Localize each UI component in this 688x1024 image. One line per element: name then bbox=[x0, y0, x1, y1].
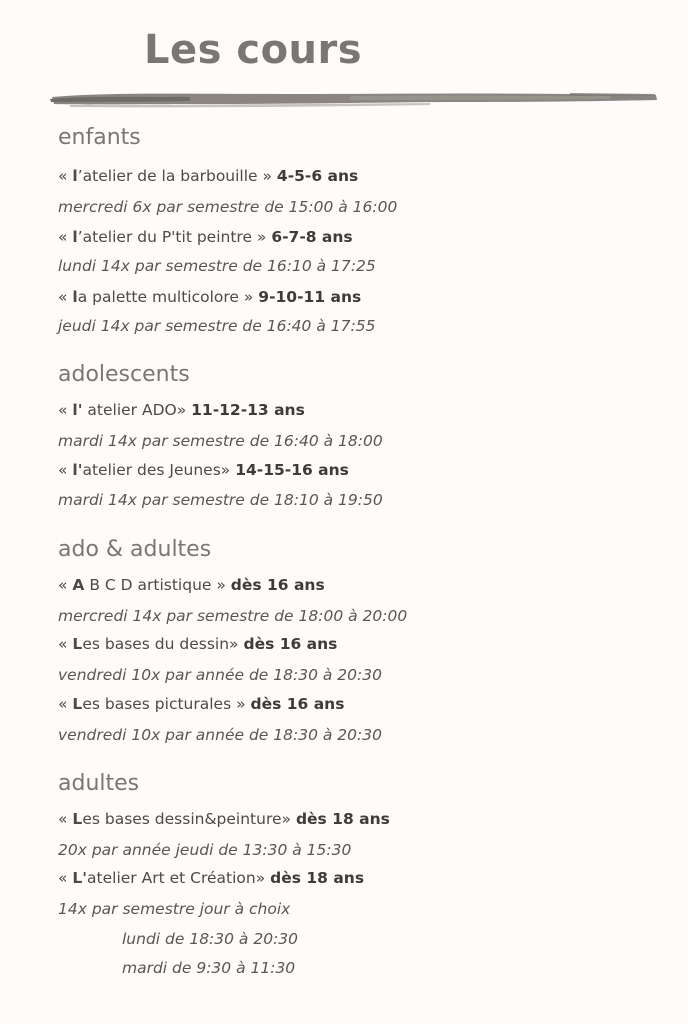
course-title: « Les bases dessin&peinture» dès 18 ans bbox=[58, 810, 390, 828]
course-schedule: 14x par semestre jour à choix bbox=[58, 900, 291, 918]
course-schedule: mardi 14x par semestre de 16:40 à 18:00 bbox=[58, 432, 383, 450]
course-title: « l’atelier de la barbouille » 4-5-6 ans bbox=[58, 167, 359, 185]
course-schedule: lundi 14x par semestre de 16:10 à 17:25 bbox=[58, 257, 376, 275]
course-schedule: jeudi 14x par semestre de 16:40 à 17:55 bbox=[58, 317, 376, 335]
course-title: « l'atelier des Jeunes» 14-15-16 ans bbox=[58, 461, 349, 479]
brush-stroke-divider bbox=[50, 88, 660, 112]
section-title-adultes: adultes bbox=[58, 771, 140, 796]
course-schedule: mardi 14x par semestre de 18:10 à 19:50 bbox=[58, 491, 383, 509]
course-schedule: mercredi 14x par semestre de 18:00 à 20:00 bbox=[58, 607, 408, 625]
course-title: « A B C D artistique » dès 16 ans bbox=[58, 576, 325, 594]
section-title-adolescents: adolescents bbox=[58, 362, 190, 387]
course-schedule: 20x par année jeudi de 13:30 à 15:30 bbox=[58, 841, 352, 859]
course-schedule: vendredi 10x par année de 18:30 à 20:30 bbox=[58, 726, 382, 744]
course-title: « L'atelier Art et Création» dès 18 ans bbox=[58, 869, 365, 887]
section-title-ado-adultes: ado & adultes bbox=[58, 537, 212, 562]
course-schedule: vendredi 10x par année de 18:30 à 20:30 bbox=[58, 666, 382, 684]
course-schedule-detail: mardi de 9:30 à 11:30 bbox=[122, 959, 296, 977]
course-title: « Les bases du dessin» dès 16 ans bbox=[58, 635, 338, 653]
course-title: « Les bases picturales » dès 16 ans bbox=[58, 695, 345, 713]
course-title: « la palette multicolore » 9-10-11 ans bbox=[58, 288, 362, 306]
course-schedule-detail: lundi de 18:30 à 20:30 bbox=[122, 930, 299, 948]
page-title: Les cours bbox=[144, 27, 363, 73]
course-title: « l’atelier du P'tit peintre » 6-7-8 ans bbox=[58, 228, 353, 246]
course-title: « l' atelier ADO» 11-12-13 ans bbox=[58, 401, 305, 419]
course-schedule: mercredi 6x par semestre de 15:00 à 16:00 bbox=[58, 198, 398, 216]
section-title-enfants: enfants bbox=[58, 125, 141, 150]
